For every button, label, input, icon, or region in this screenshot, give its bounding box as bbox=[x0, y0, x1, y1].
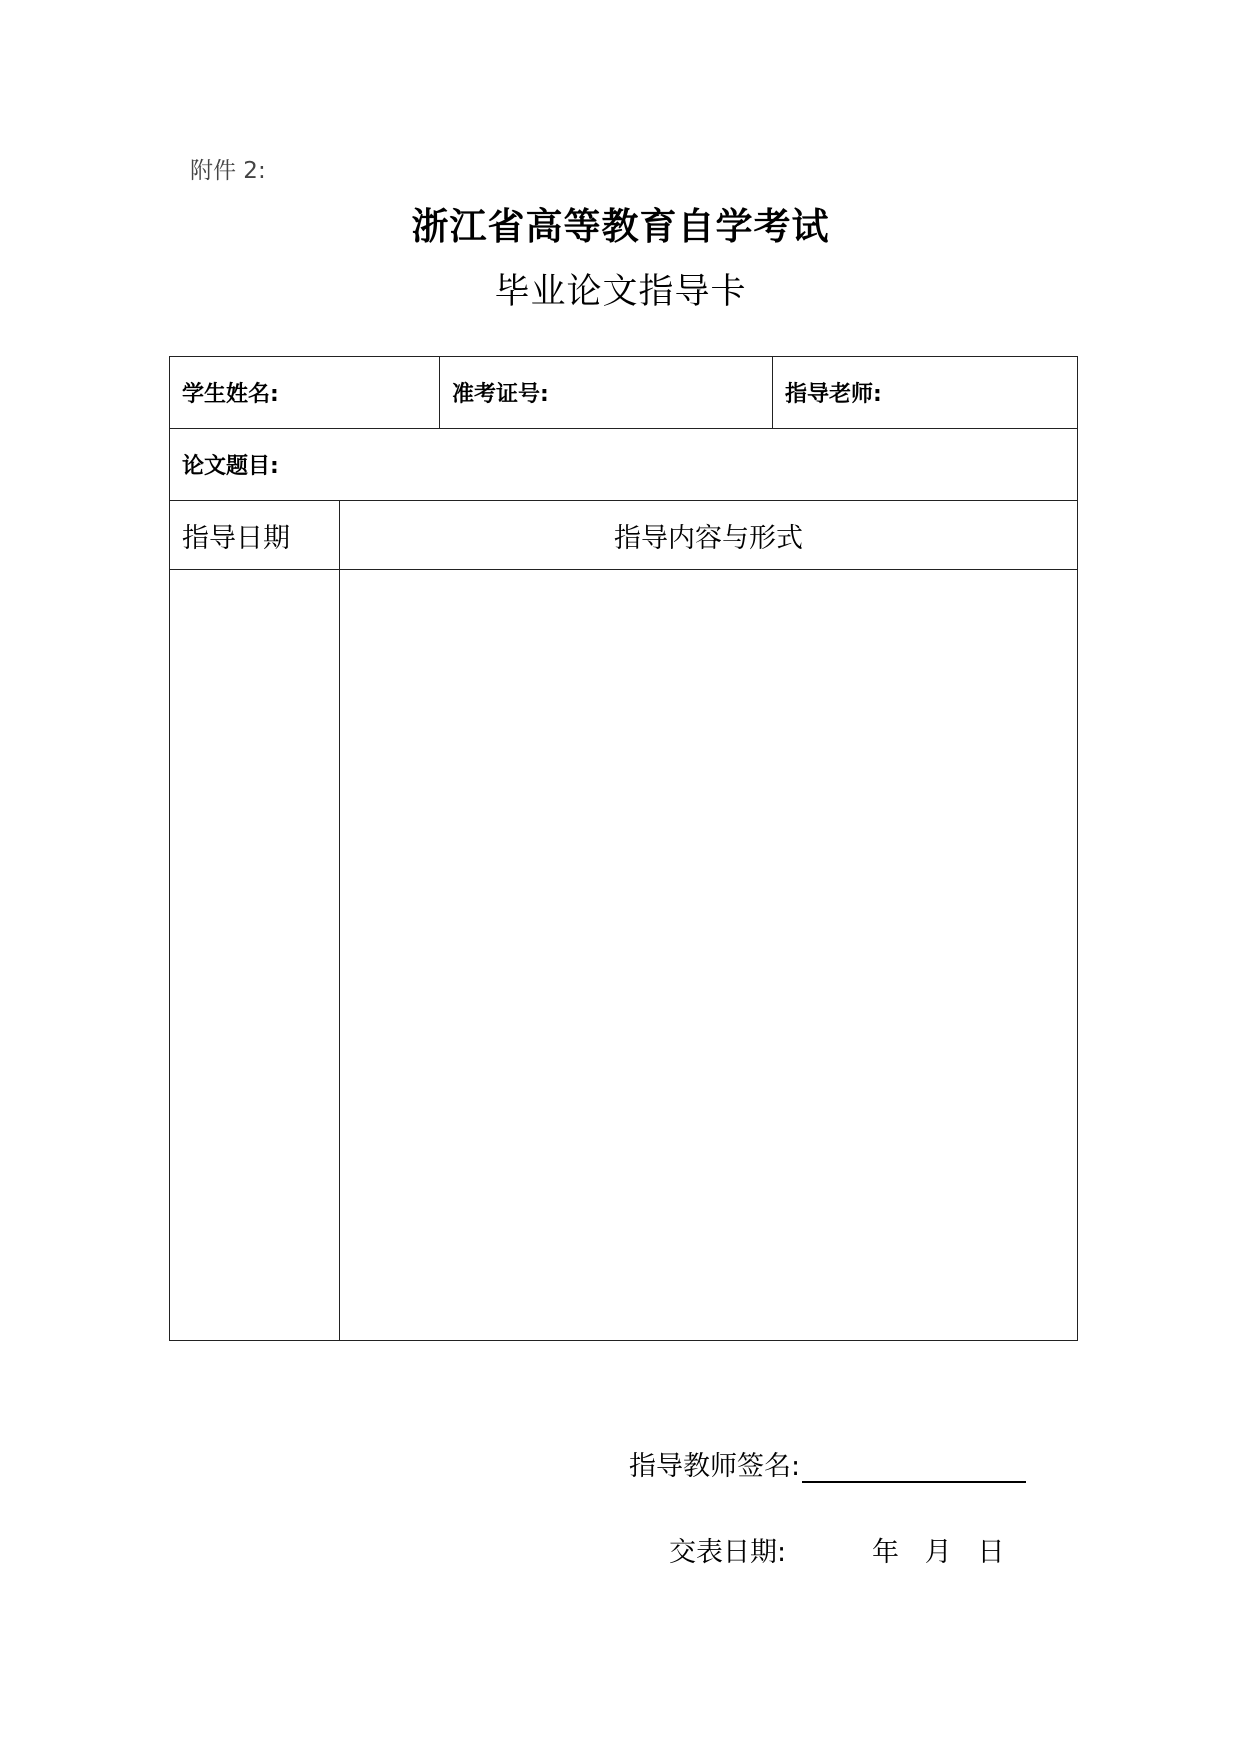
guidance-content-header: 指导内容与形式 bbox=[614, 522, 803, 554]
advisor-signature bbox=[629, 1444, 1026, 1483]
thesis-title-label: 论文题目: bbox=[182, 454, 279, 479]
guidance-card-table bbox=[169, 356, 1078, 1341]
advisor-label: 指导老师: bbox=[785, 382, 882, 407]
student-name-label: 学生姓名: bbox=[182, 382, 279, 407]
header-info-row bbox=[170, 357, 1078, 429]
submit-date-label: 交表日期: bbox=[669, 1537, 787, 1568]
column-header-row bbox=[170, 501, 1078, 570]
thesis-title-row bbox=[170, 429, 1078, 501]
student-name-cell[interactable] bbox=[170, 357, 440, 429]
exam-number-cell[interactable] bbox=[440, 357, 773, 429]
guidance-date-header: 指导日期 bbox=[182, 522, 290, 554]
guidance-content-header-cell bbox=[340, 501, 1078, 570]
submit-date bbox=[669, 1530, 1004, 1569]
signature-line[interactable] bbox=[802, 1451, 1026, 1483]
signature-label: 指导教师签名: bbox=[629, 1451, 801, 1482]
submit-date-day: 日 bbox=[977, 1537, 1005, 1568]
guidance-date-input-cell[interactable] bbox=[170, 570, 340, 1341]
advisor-cell[interactable] bbox=[773, 357, 1078, 429]
thesis-title-cell[interactable] bbox=[170, 429, 1078, 501]
guidance-date-header-cell bbox=[170, 501, 340, 570]
attachment-label: 附件 2: bbox=[190, 158, 266, 184]
submit-date-month: 月 bbox=[924, 1537, 952, 1568]
submit-date-year: 年 bbox=[871, 1537, 899, 1568]
document-title: 浙江省高等教育自学考试 bbox=[411, 205, 830, 248]
exam-number-label: 准考证号: bbox=[452, 382, 549, 407]
document-subtitle: 毕业论文指导卡 bbox=[494, 272, 747, 312]
guidance-content-input-cell[interactable] bbox=[340, 570, 1078, 1341]
guidance-entry-row bbox=[170, 570, 1078, 1341]
